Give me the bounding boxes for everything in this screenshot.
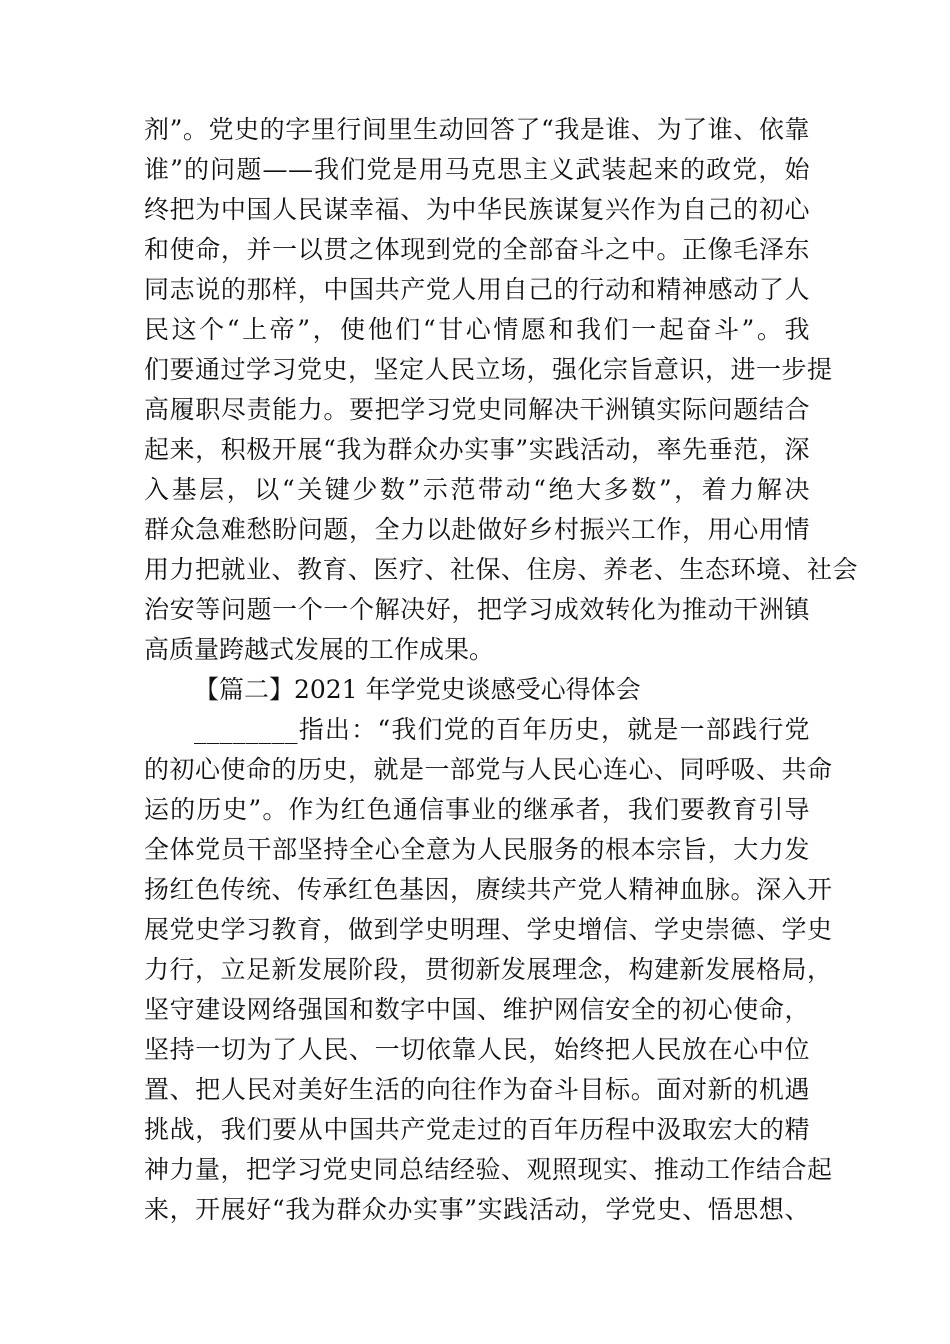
paragraph-line: 运的历史”。作为红色通信事业的继承者，我们要教育引导: [144, 795, 810, 824]
paragraph-line: 入基层，以“关键少数”示范带动“绝大多数”，着力解决: [144, 475, 810, 504]
paragraph-line: 终把为中国人民谋幸福、为中华民族谋复兴作为自己的初心: [144, 195, 810, 224]
paragraph-line: 挑战，我们要从中国共产党走过的百年历程中汲取宏大的精: [144, 1115, 810, 1144]
paragraph-1: [144, 110, 859, 670]
paragraph-line: 置、把人民对美好生活的向往作为奋斗目标。面对新的机遇: [144, 1075, 810, 1104]
paragraph-line: 力行，立足新发展阶段，贯彻新发展理念，构建新发展格局，: [144, 955, 833, 984]
paragraph-line-last: 高质量跨越式发展的工作成果。: [144, 635, 495, 664]
paragraph-line: 全体党员干部坚持全心全意为人民服务的根本宗旨，大力发: [144, 835, 810, 864]
paragraph-line: 神力量，把学习党史同总结经验、观照现实、推动工作结合起: [144, 1155, 833, 1184]
paragraph-line: 同志说的那样，中国共产党人用自己的行动和精神感动了人: [144, 275, 810, 304]
paragraph-line: 高履职尽责能力。要把学习党史同解决干洲镇实际问题结合: [144, 395, 810, 424]
paragraph-line: 治安等问题一个一个解决好，把学习成效转化为推动干洲镇: [144, 595, 810, 624]
document-page: [144, 110, 859, 1230]
paragraph-line: 和使命，并一以贯之体现到党的全部奋斗之中。正像毛泽东: [144, 235, 810, 264]
paragraph-line: 扬红色传统、传承红色基因，赓续共产党人精神血脉。深入开: [144, 875, 833, 904]
paragraph-line: 用力把就业、教育、医疗、社保、住房、养老、生态环境、社会: [144, 555, 859, 584]
paragraph-line: 起来，积极开展“我为群众办实事”实践活动，率先垂范，深: [144, 435, 810, 464]
paragraph-line: 民这个“上帝”，使他们“甘心情愿和我们一起奋斗”。我: [144, 315, 810, 344]
paragraph-line: 坚持一切为了人民、一切依靠人民，始终把人民放在心中位: [144, 1035, 810, 1064]
paragraph-line: 来，开展好“我为群众办实事”实践活动，学党史、悟思想、: [144, 1195, 810, 1224]
paragraph-line: 们要通过学习党史，坚定人民立场，强化宗旨意识，进一步提: [144, 355, 833, 384]
paragraph-line: 的初心使命的历史，就是一部党与人民心连心、同呼吸、共命: [144, 755, 833, 784]
paragraph-2: [144, 710, 833, 1230]
paragraph-line: 展党史学习教育，做到学史明理、学史增信、学史崇德、学史: [144, 915, 833, 944]
paragraph-line-first: ________指出：“我们党的百年历史，就是一部践行党: [194, 715, 810, 744]
paragraph-line: 剂”。党史的字里行间里生动回答了“我是谁、为了谁、依靠: [144, 115, 810, 144]
section-heading: 【篇二】2021 年学党史谈感受心得体会: [194, 675, 641, 704]
paragraph-line: 谁”的问题——我们党是用马克思主义武装起来的政党，始: [144, 155, 810, 184]
paragraph-line: 坚守建设网络强国和数字中国、维护网信安全的初心使命，: [144, 995, 810, 1024]
paragraph-line: 群众急难愁盼问题，全力以赴做好乡村振兴工作，用心用情: [144, 515, 810, 544]
